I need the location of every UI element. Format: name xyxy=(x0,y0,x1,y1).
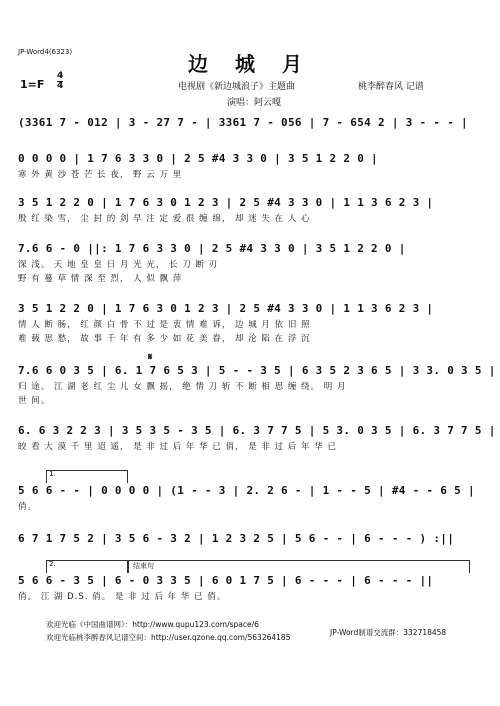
segno-mark: 𝄋 xyxy=(148,352,153,363)
time-signature xyxy=(57,72,63,91)
second-ending-bracket xyxy=(46,560,128,573)
notation-line: 6. 6 3 2 2 3 | 3 5 3 5 - 3 5 | 6. 3 7 7 5 | 5 3. 0 3 5 | 6. 3 7 7 5 | xyxy=(18,424,496,437)
first-ending-bracket xyxy=(46,470,128,483)
notation-line: 3 5 1 2 2 0 | 1 7 6 3 0 1 2 3 | 2 5 #4 3 3 0 | 1 1 3 6 2 3 | xyxy=(18,302,434,315)
singer: 演唱：阿云嘎 xyxy=(227,98,282,108)
arranger: 桃李醉春风 记谱 xyxy=(358,82,424,92)
footer-link-1[interactable]: 欢迎光临《中国曲谱网》：http://www.qupu123.com/space/6 xyxy=(46,620,259,629)
time-top: 4 xyxy=(57,71,64,81)
lyric-line: 情 人 断 肠， 红 颜 白 骨 不 过 是 衷 情 难 诉， 边 城 月 依 旧 照 xyxy=(18,320,311,330)
notation-line: 5 6 6 - - | 0 0 0 0 | (1 - - 3 | 2. 2 6 - | 1 - - 5 | #4 - - 6 5 | xyxy=(18,484,475,497)
lyric-line: 俏。 xyxy=(18,502,38,512)
coda-label: 结束句 xyxy=(133,562,154,570)
lyric-line: 深 浅。 天 地 皇 皇 日 月 光 光， 长 刀 断 刃 xyxy=(18,260,219,270)
notation-line: 0 0 0 0 | 1 7 6 3 3 0 | 2 5 #4 3 3 0 | 3 5 1 2 2 0 | xyxy=(18,152,378,165)
subtitle: 电视剧《新边城浪子》主题曲 xyxy=(178,82,296,92)
document-id: JP-Word4(6323) xyxy=(18,48,73,56)
second-ending-label: 2. xyxy=(49,560,56,568)
first-ending-label: 1. xyxy=(49,470,56,478)
lyric-line: 殷 红 染 雪， 尘 封 的 剑 早 注 定 爱 很 缠 绵， 却 迷 失 在 人 心 xyxy=(18,214,311,224)
notation-line: 7.6 6 - 0 ||: 1 7 6 3 3 0 | 2 5 #4 3 3 0 | 3 5 1 2 2 0 | xyxy=(18,242,406,255)
notation-line: 7.6 6 0 3 5 | 6. 1 7 6 5 3 | 5 - - 3 5 | 6 3 5 2 3 6 5 | 3 3. 0 3 5 | xyxy=(18,364,496,377)
footer-link-2[interactable]: 欢迎光临桃李醉春风记谱空间：http://user.qzone.qq.com/563264185 xyxy=(46,633,291,642)
lyric-line: 归 途。 江 湖 老 红 尘 儿 女 飘 摇， 绝 情 刀 斩 不 断 相 思 缠 绕。 明 月 xyxy=(18,382,347,392)
song-title: 边 城 月 xyxy=(188,52,312,76)
lyric-line: 寒 外 黄 沙 苍 芒 长 夜， 野 云 万 里 xyxy=(18,170,183,180)
time-bottom: 4 xyxy=(57,81,64,91)
coda-bracket xyxy=(128,560,470,573)
lyric-line: 俏。 江 湖 D.S. 俏。 是 非 过 后 年 华 已 俏。 xyxy=(18,592,227,602)
lyric-line-2: 野 有 蔓 草 情 深 至 烈， 人 似 飘 萍 xyxy=(18,274,183,284)
lyric-line-2: 世 间。 xyxy=(18,396,51,406)
notation-line: (3361 7 - 012 | 3 - 27 7 - | 3361 7 - 056 | 7 - 654 2 | 3 - - - | xyxy=(18,116,468,129)
lyric-line-2: 难 载 思 愁， 故 事 千 年 有 多 少 如 花 美 眷， 却 沦 陷 在 浮 沉 xyxy=(18,334,311,344)
key-signature: 1=F xyxy=(20,78,45,91)
notation-line: 3 5 1 2 2 0 | 1 7 6 3 0 1 2 3 | 2 5 #4 3 3 0 | 1 1 3 6 2 3 | xyxy=(18,196,434,209)
notation-line: 5 6 6 - 3 5 | 6 - 0 3 3 5 | 6 0 1 7 5 | 6 - - - | 6 - - - || xyxy=(18,574,434,587)
footer-group: JP-Word制谱交流群：332718458 xyxy=(330,628,447,637)
lyric-line: 皎 看 大 漠 千 里 迢 遥， 是 非 过 后 年 华 已 俏， 是 非 过 后 年 华 已 xyxy=(18,442,337,452)
notation-line: 6 7 1 7 5 2 | 3 5 6 - 3 2 | 1 2 3 2 5 | 5 6 - - | 6 - - - ) :|| xyxy=(18,532,455,545)
